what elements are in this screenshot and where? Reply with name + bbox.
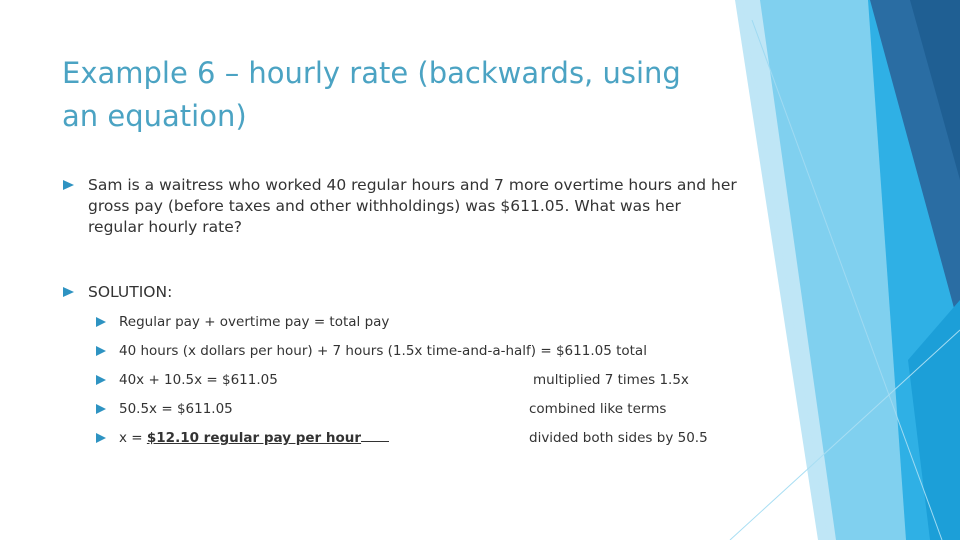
decorative-shapes [720,0,960,540]
answer-underline [361,428,389,442]
step-3-note: multiplied 7 times 1.5x [533,372,689,388]
step-5-prefix: x = [119,430,147,446]
step-2: 40 hours (x dollars per hour) + 7 hours (1.5x time-and-a-half) = $611.05 total [119,343,647,359]
slide-title: Example 6 – hourly rate (backwards, using an equation) [62,56,681,133]
step-5 [119,428,389,448]
problem-text: Sam is a waitress who worked 40 regular hours and 7 more overtime hours and her gross pay (before taxes and other withholdings) was $611.05. What was her regular hourly rate? [88,176,737,236]
solution-label: SOLUTION: [88,283,173,301]
step-3: 40x + 10.5x = $611.05 [119,372,278,388]
bullet-icon [63,287,74,297]
bullet-icon [63,180,74,190]
step-1: Regular pay + overtime pay = total pay [119,314,390,330]
sub-bullet-icon [96,433,106,443]
answer: $12.10 regular pay per hour [146,430,362,446]
step-4: 50.5x = $611.05 [119,401,233,417]
sub-bullet-icon [96,375,106,385]
sub-bullet-icon [96,404,106,414]
step-4-note: combined like terms [529,401,667,417]
sub-bullet-icon [96,317,106,327]
sub-bullet-icon [96,346,106,356]
step-5-note: divided both sides by 50.5 [529,430,708,446]
